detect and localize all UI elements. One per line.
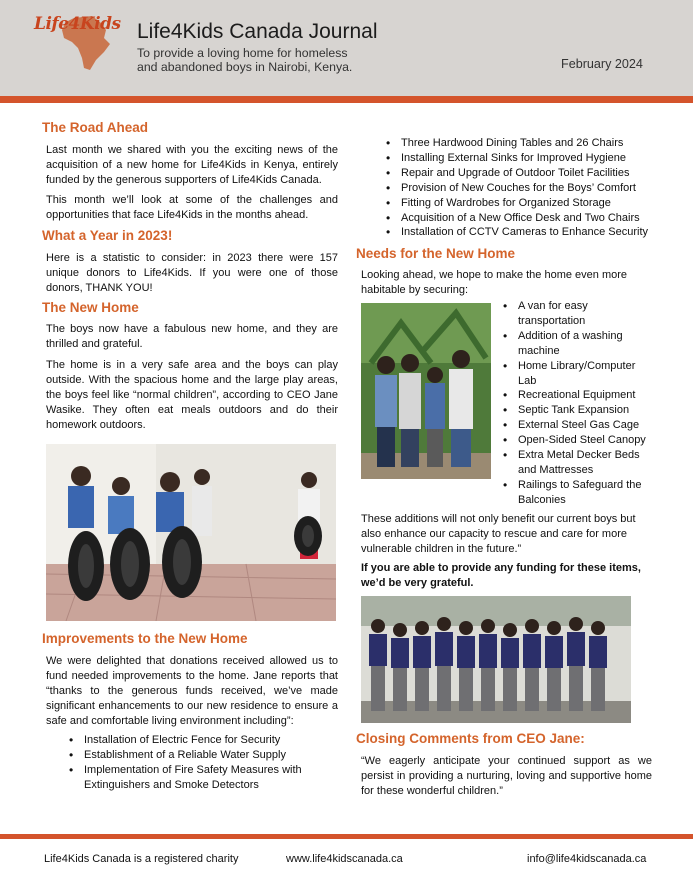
subtitle-line-1: To provide a loving home for homeless [137, 46, 348, 60]
list-item: • Establishment of a Reliable Water Supply [66, 748, 338, 763]
list-item: • Installing External Sinks for Improved Hygiene [383, 151, 663, 166]
life4kids-logo [34, 8, 134, 74]
footer-website-link[interactable]: www.life4kidscanada.ca [286, 853, 403, 865]
road-ahead-paragraph-2: This month we’ll look at some of the challenges and opportunities that face Life4Kids in the months ahead. [46, 194, 338, 221]
list-item: • Implementation of Fire Safety Measures with Extinguishers and Smoke Detectors [66, 763, 338, 793]
heading-improvements: Improvements to the New Home [42, 631, 248, 646]
funding-paragraph: If you are able to provide any funding for these items, we’d be very grateful. [361, 562, 641, 589]
improvements-paragraph: We were delighted that donations received allowed us to fund needed improvements to the home. Jane reports that “thanks to the generous funds received, we’ve made significant enhancements to our new residence to ensure a safe and comfortable living environment including”: [46, 655, 338, 727]
list-item: • Open-Sided Steel Canopy [500, 433, 650, 448]
improvements-list-continued [383, 136, 663, 240]
new-home-paragraph-1: The boys now have a fabulous new home, and they are thrilled and grateful. [46, 323, 338, 350]
road-ahead-paragraph-1: Last month we shared with you the exciting news of the acquisition of a new home for Life4Kids in Kenya, entirely funded by the generous supporters of Life4Kids Canada. [46, 144, 338, 186]
issue-date: February 2024 [561, 57, 643, 71]
list-item: • Recreational Equipment [500, 388, 650, 403]
header-divider [0, 96, 693, 103]
needs-list [500, 299, 650, 508]
list-item: • Fitting of Wardrobes for Organized Storage [383, 196, 663, 211]
photo-boys-in-uniform [361, 596, 631, 723]
list-item: • Addition of a washing machine [500, 329, 650, 359]
heading-year-2023: What a Year in 2023! [42, 228, 173, 243]
heading-new-home: The New Home [42, 300, 139, 315]
list-item: • Three Hardwood Dining Tables and 26 Chairs [383, 136, 663, 151]
heading-closing-comments: Closing Comments from CEO Jane: [356, 731, 585, 746]
list-item: • External Steel Gas Cage [500, 418, 650, 433]
list-item: • Installation of Electric Fence for Security [66, 733, 338, 748]
logo-text: Life4Kids [34, 14, 121, 34]
journal-subtitle [137, 46, 437, 74]
list-item: • Railings to Safeguard the Balconies [500, 478, 650, 508]
needs-paragraph: Looking ahead, we hope to make the home even more habitable by securing: [361, 269, 628, 296]
list-item: • Home Library/Computer Lab [500, 359, 650, 389]
year-paragraph: Here is a statistic to consider: in 2023 there were 157 unique donors to Life4Kids. If you were one of those donors, THANK YOU! [46, 252, 338, 294]
list-item: • Extra Metal Decker Beds and Mattresses [500, 448, 650, 478]
subtitle-line-2: and abandoned boys in Nairobi, Kenya. [137, 60, 353, 74]
heading-road-ahead: The Road Ahead [42, 120, 149, 135]
list-item: • A van for easy transportation [500, 299, 650, 329]
newsletter-header [0, 0, 693, 96]
list-item: • Acquisition of a New Office Desk and Two Chairs [383, 211, 663, 226]
journal-title: Life4Kids Canada Journal [137, 20, 378, 43]
footer-charity: Life4Kids Canada is a registered charity [44, 853, 239, 865]
footer-email-link[interactable]: info@life4kidscanada.ca [527, 853, 647, 865]
improvements-list [66, 733, 338, 793]
new-home-paragraph-2: The home is in a very safe area and the boys can play outside. With the spacious home and the large play areas, the boys feel like “normal children”, according to CEO Jane Wasike. They often eat meals outdoors and do their homework outdoors. [46, 359, 338, 431]
photo-four-boys [361, 303, 491, 479]
list-item: • Repair and Upgrade of Outdoor Toilet Facilities [383, 166, 663, 181]
list-item: • Septic Tank Expansion [500, 403, 650, 418]
closing-paragraph: “We eagerly anticipate your continued support as we persist in providing a nurturing, loving and supportive home for these wonderful children.” [361, 755, 652, 797]
list-item: • Installation of CCTV Cameras to Enhance Security [383, 225, 663, 240]
footer-divider [0, 834, 693, 839]
list-item: • Provision of New Couches for the Boys’ Comfort [383, 181, 663, 196]
photo-boys-with-tires [46, 444, 336, 621]
heading-needs: Needs for the New Home [356, 246, 516, 261]
needs-after-paragraph: These additions will not only benefit our current boys but also enhance our capacity to rescue and care for more vulnerable children in the future.” [361, 513, 636, 555]
